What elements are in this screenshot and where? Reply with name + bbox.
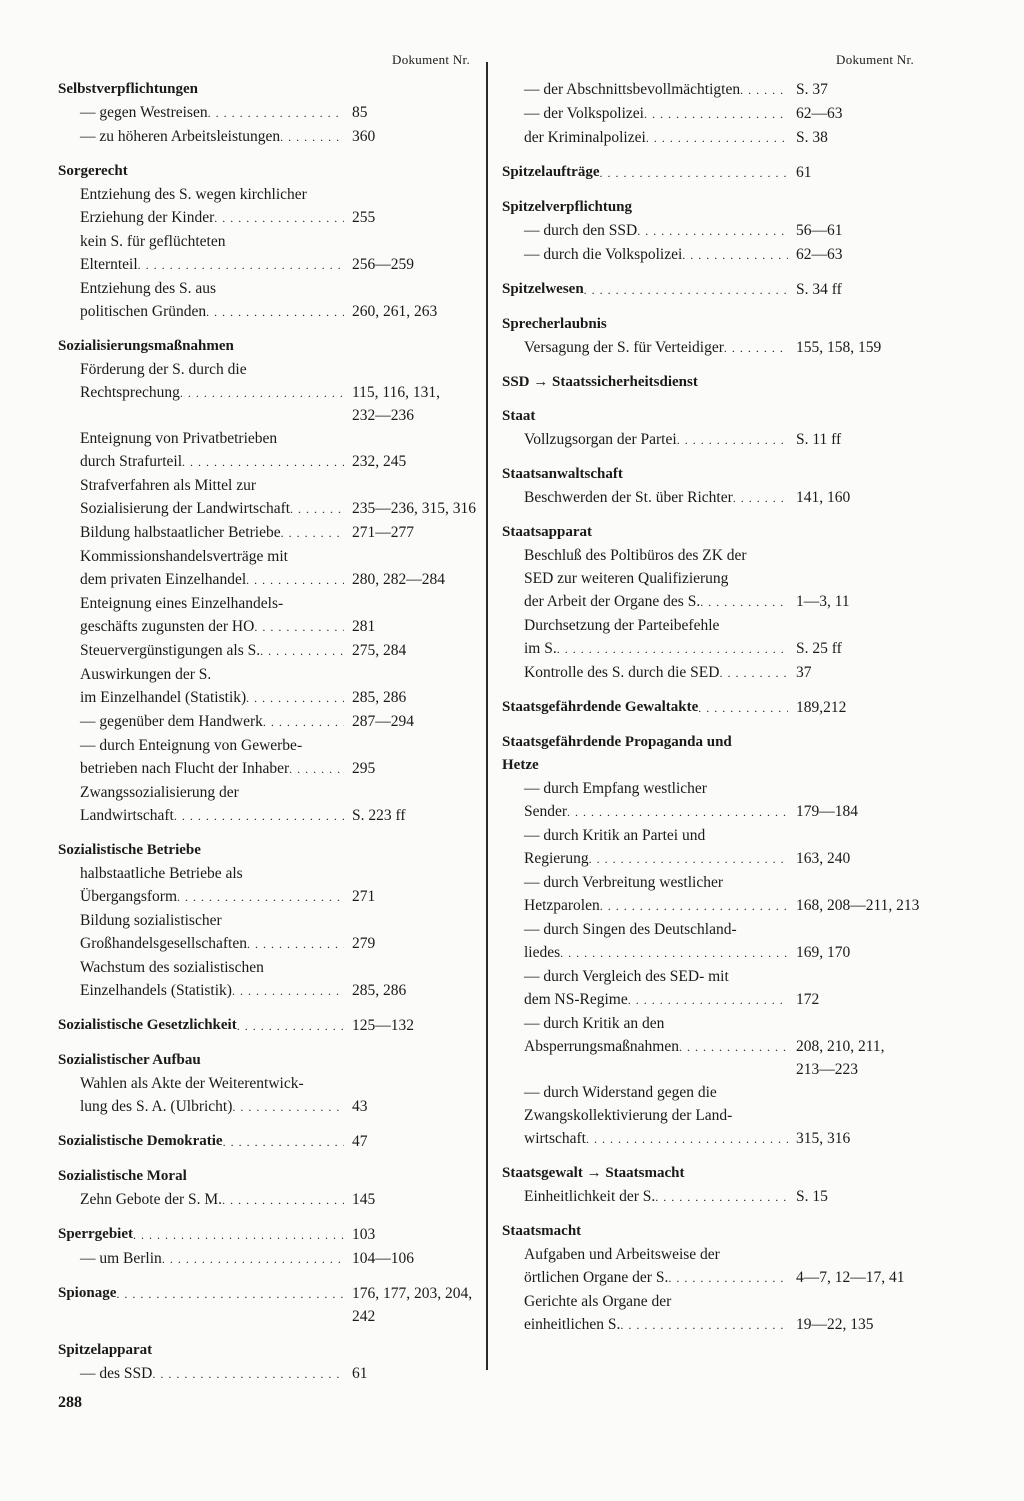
subentry-text: Vollzugsorgan der Partei bbox=[524, 431, 677, 448]
dot-leader bbox=[246, 568, 344, 592]
subentry-lead-line: Enteignung von Privatbetrieben bbox=[80, 430, 278, 447]
dot-leader bbox=[222, 1188, 344, 1212]
subentry-lead-line: Wachstum des sozialistischen bbox=[80, 959, 264, 976]
dot-leader bbox=[232, 979, 344, 1003]
subentry bbox=[502, 941, 914, 965]
entry-heading: Sozialistische Betriebe bbox=[58, 842, 201, 858]
subentry bbox=[502, 243, 914, 267]
page-reference: 145 bbox=[352, 1191, 376, 1208]
dot-leader bbox=[214, 206, 344, 230]
index-entry bbox=[58, 1223, 470, 1271]
dot-leader bbox=[260, 639, 344, 663]
entry-heading bbox=[58, 1130, 470, 1154]
entry-list bbox=[58, 78, 476, 1386]
subentry bbox=[58, 757, 470, 781]
index-entry bbox=[502, 196, 914, 267]
dot-leader bbox=[281, 521, 344, 545]
page-reference: 62—63 bbox=[796, 105, 843, 122]
page-reference: 280, 282—284 bbox=[352, 571, 445, 588]
heading-text: Sperrgebiet bbox=[58, 1226, 133, 1242]
subentry-lead-line: kein S. für geflüchteten bbox=[80, 233, 226, 250]
subentry-text: — des SSD bbox=[80, 1365, 153, 1382]
dot-leader bbox=[223, 1130, 344, 1154]
dot-leader bbox=[677, 428, 788, 452]
page-reference: S. 11 ff bbox=[796, 431, 842, 448]
dot-leader bbox=[289, 757, 344, 781]
entry-heading bbox=[502, 696, 914, 720]
subentry-text: wirtschaft bbox=[524, 1130, 586, 1147]
subentry-text: im S. bbox=[524, 640, 557, 657]
page-reference: 256—259 bbox=[352, 256, 414, 273]
entry-heading: Sozialistischer Aufbau bbox=[58, 1052, 201, 1068]
subentry-text: Kontrolle des S. durch die SED bbox=[524, 664, 720, 681]
page-reference: S. 15 bbox=[796, 1188, 828, 1205]
dot-leader bbox=[719, 661, 788, 685]
column-divider bbox=[486, 62, 488, 1370]
index-entry bbox=[58, 839, 470, 1003]
subentry bbox=[58, 1188, 470, 1212]
dot-leader bbox=[247, 932, 344, 956]
subentry-lead-line: halbstaatliche Betriebe als bbox=[80, 865, 243, 882]
page-reference: 125—132 bbox=[352, 1017, 414, 1034]
subentry-text: Versagung der S. für Verteidiger bbox=[524, 339, 724, 356]
subentry-text: — gegenüber dem Handwerk bbox=[80, 713, 263, 730]
index-entry bbox=[502, 463, 914, 510]
subentry-text: lung des S. A. (Ulbricht) bbox=[80, 1098, 233, 1115]
subentry-text: dem NS-Regime bbox=[524, 991, 628, 1008]
subentry-text: Steuervergünstigungen als S. bbox=[80, 642, 261, 659]
subentry-text: dem privaten Einzelhandel bbox=[80, 571, 247, 588]
index-entry bbox=[58, 1339, 470, 1386]
page-number: 288 bbox=[58, 1394, 82, 1411]
subentry bbox=[58, 979, 470, 1003]
page-reference: 19—22, 135 bbox=[796, 1316, 874, 1333]
subentry-text: Elternteil bbox=[80, 256, 138, 273]
dot-leader bbox=[599, 161, 788, 185]
subentry bbox=[58, 101, 470, 125]
index-entry bbox=[58, 1049, 470, 1119]
subentry-lead-line: Auswirkungen der S. bbox=[80, 666, 212, 683]
subentry-lead-line: Aufgaben und Arbeitsweise der bbox=[524, 1246, 720, 1263]
subentry-lead-line: — durch Kritik an Partei und bbox=[524, 827, 706, 844]
entry-heading-continued: Hetze bbox=[502, 757, 539, 773]
index-entry bbox=[58, 1014, 470, 1038]
subentry-text: Landwirtschaft bbox=[80, 807, 174, 824]
subentry-text: Einheitlichkeit der S. bbox=[524, 1188, 656, 1205]
heading-text: Sozialistische Demokratie bbox=[58, 1133, 223, 1149]
dot-leader bbox=[162, 1247, 344, 1271]
page-reference: S. 223 ff bbox=[352, 807, 406, 824]
subentry-text: Großhandelsgesellschaften bbox=[80, 935, 247, 952]
dot-leader bbox=[152, 1362, 344, 1386]
index-entry bbox=[502, 696, 914, 720]
column-header: Dokument Nr. bbox=[836, 52, 914, 67]
entry-heading: Selbstverpflichtungen bbox=[58, 81, 199, 97]
entry-heading bbox=[58, 1282, 473, 1328]
index-entry bbox=[58, 78, 470, 149]
subentry-lead-line: Wahlen als Akte der Weiterentwick- bbox=[80, 1075, 304, 1092]
subentry-lead-line: Entziehung des S. aus bbox=[80, 280, 217, 297]
dot-leader bbox=[177, 885, 344, 909]
dot-leader bbox=[254, 615, 344, 639]
page-reference: 260, 261, 263 bbox=[352, 303, 438, 320]
page-reference: 287—294 bbox=[352, 713, 414, 730]
dot-leader bbox=[133, 1223, 344, 1247]
dot-leader bbox=[628, 988, 788, 1012]
dot-leader bbox=[567, 800, 788, 824]
page-reference: 189,212 bbox=[796, 699, 847, 716]
subentry-lead-line: Durchsetzung der Parteibefehle bbox=[524, 617, 720, 634]
page-reference: 155, 158, 159 bbox=[796, 339, 882, 356]
page-reference: 4—7, 12—17, 41 bbox=[796, 1269, 905, 1286]
page-reference: 37 bbox=[796, 664, 812, 681]
subentry bbox=[58, 253, 470, 277]
subentry-lead-line: Förderung der S. durch die bbox=[80, 361, 247, 378]
heading-text: Staatsgefährdende Gewaltakte bbox=[502, 699, 699, 715]
heading-text: Sozialistische Gesetzlichkeit bbox=[58, 1017, 237, 1033]
subentry-text: Erziehung der Kinder bbox=[80, 209, 215, 226]
dot-leader bbox=[655, 1185, 788, 1209]
index-entry bbox=[58, 160, 470, 324]
subentry bbox=[502, 126, 914, 150]
subentry-lead-line: Beschluß des Poltibüros des ZK der bbox=[524, 547, 747, 564]
subentry-text: Übergangsform bbox=[80, 888, 177, 905]
page-reference: 168, 208—211, 213 bbox=[796, 897, 920, 914]
entry-heading bbox=[502, 161, 914, 185]
subentry bbox=[58, 932, 470, 956]
page-reference: 255 bbox=[352, 209, 376, 226]
subentry bbox=[58, 450, 470, 474]
entry-heading: Staatsgefährdende Propaganda und bbox=[502, 734, 732, 750]
subentry-text: politischen Gründen bbox=[80, 303, 207, 320]
subentry-text: liedes bbox=[524, 944, 561, 961]
page-reference: S. 25 ff bbox=[796, 640, 842, 657]
subentry-text: durch Strafurteil bbox=[80, 453, 183, 470]
heading-text: Spionage bbox=[58, 1285, 117, 1301]
subentry bbox=[58, 615, 470, 639]
page-reference: 172 bbox=[796, 991, 820, 1008]
page-reference: 232, 245 bbox=[352, 453, 407, 470]
page-reference: 56—61 bbox=[796, 222, 843, 239]
page-reference: 176, 177, 203, 204, 242 bbox=[352, 1285, 473, 1325]
dot-leader bbox=[138, 253, 344, 277]
subentry-text: — durch den SSD bbox=[524, 222, 638, 239]
subentry-lead-line: — durch Verbreitung westlicher bbox=[524, 874, 724, 891]
subentry bbox=[502, 1313, 914, 1337]
entry-heading: Staatsmacht bbox=[502, 1223, 582, 1239]
page-reference: 103 bbox=[352, 1226, 376, 1243]
entry-heading: Sozialisierungsmaßnahmen bbox=[58, 338, 234, 354]
subentry-lead-line: Enteignung eines Einzelhandels- bbox=[80, 595, 284, 612]
subentry bbox=[502, 428, 914, 452]
dot-leader bbox=[698, 696, 788, 720]
subentry-lead-line: Bildung sozialistischer bbox=[80, 912, 222, 929]
page-reference: 271 bbox=[352, 888, 376, 905]
page-reference: S. 34 ff bbox=[796, 281, 842, 298]
subentry-text: Einzelhandels (Statistik) bbox=[80, 982, 232, 999]
page-reference: 43 bbox=[352, 1098, 368, 1115]
page-reference: 61 bbox=[796, 164, 812, 181]
subentry bbox=[58, 686, 470, 710]
page-reference: 208, 210, 211, 213—223 bbox=[796, 1038, 885, 1078]
subentry-lead-line: — durch Kritik an den bbox=[524, 1015, 665, 1032]
index-entry bbox=[502, 161, 914, 185]
dot-leader bbox=[237, 1014, 344, 1038]
page-reference: 1—3, 11 bbox=[796, 593, 850, 610]
subentry-text: Beschwerden der St. über Richter bbox=[524, 489, 733, 506]
subentry bbox=[502, 988, 914, 1012]
dot-leader bbox=[246, 686, 344, 710]
subentry-text: — der Volkspolizei bbox=[524, 105, 644, 122]
subentry-text: betrieben nach Flucht der Inhaber bbox=[80, 760, 290, 777]
dot-leader bbox=[232, 1095, 344, 1119]
page-reference: 115, 116, 131, 232—236 bbox=[352, 384, 440, 424]
subentry-text: — zu höheren Arbeitsleistungen bbox=[80, 128, 281, 145]
entry-heading: SSD → Staatssicherheitsdienst bbox=[502, 374, 698, 390]
subentry bbox=[502, 1266, 914, 1290]
dot-leader bbox=[560, 941, 788, 965]
subentry bbox=[502, 102, 914, 126]
index-entry bbox=[502, 1162, 914, 1209]
page-reference: 279 bbox=[352, 935, 376, 952]
subentry-lead-line: Zwangssozialisierung der bbox=[80, 784, 239, 801]
entry-heading: Sorgerecht bbox=[58, 163, 128, 179]
subentry bbox=[58, 1362, 470, 1386]
subentry-lead-line: — durch Vergleich des SED- mit bbox=[524, 968, 729, 985]
dot-leader bbox=[600, 894, 788, 918]
dot-leader bbox=[724, 336, 788, 360]
heading-text: Spitzelwesen bbox=[502, 281, 584, 297]
dot-leader bbox=[620, 1313, 788, 1337]
entry-heading bbox=[58, 1223, 470, 1247]
page-reference: 285, 286 bbox=[352, 982, 407, 999]
dot-leader bbox=[682, 243, 788, 267]
subentry-lead-line: — durch Empfang westlicher bbox=[524, 780, 707, 797]
entry-heading bbox=[58, 1014, 470, 1038]
subentry bbox=[58, 381, 470, 427]
subentry bbox=[58, 1095, 470, 1119]
subentry bbox=[502, 637, 914, 661]
entry-heading: Staat bbox=[502, 408, 536, 424]
subentry bbox=[58, 885, 470, 909]
index-entry bbox=[58, 1282, 473, 1328]
subentry-text: — der Abschnittsbevollmächtigten bbox=[524, 81, 741, 98]
subentry-lead-line: Strafverfahren als Mittel zur bbox=[80, 477, 257, 494]
page-reference: 61 bbox=[352, 1365, 368, 1382]
subentry-text: der Kriminalpolizei bbox=[524, 129, 646, 146]
dot-leader bbox=[174, 804, 344, 828]
subentry-text: einheitlichen S. bbox=[524, 1316, 621, 1333]
index-entry bbox=[502, 313, 914, 360]
index-entry bbox=[502, 405, 914, 452]
page-reference: 169, 170 bbox=[796, 944, 851, 961]
subentry bbox=[502, 1127, 914, 1151]
column-header: Dokument Nr. bbox=[392, 52, 470, 67]
index-entry bbox=[502, 78, 914, 150]
subentry-lead-line: — durch Singen des Deutschland- bbox=[524, 921, 737, 938]
subentry-text: — durch die Volkspolizei bbox=[524, 246, 683, 263]
index-entry bbox=[502, 371, 914, 394]
subentry-text: Sozialisierung der Landwirtschaft bbox=[80, 500, 291, 517]
dot-leader bbox=[290, 497, 344, 521]
page-reference: 275, 284 bbox=[352, 642, 407, 659]
dot-leader bbox=[116, 1282, 344, 1328]
subentry bbox=[502, 847, 914, 871]
subentry bbox=[58, 804, 470, 828]
subentry bbox=[502, 336, 914, 360]
page-reference: 104—106 bbox=[352, 1250, 414, 1267]
subentry-text: Rechtsprechung bbox=[80, 384, 180, 401]
subentry-lead-line: — durch Widerstand gegen die bbox=[524, 1084, 717, 1101]
page-reference: S. 37 bbox=[796, 81, 828, 98]
index-entry bbox=[58, 1130, 470, 1154]
subentry bbox=[502, 1035, 914, 1081]
subentry bbox=[502, 661, 914, 685]
index-entry bbox=[502, 521, 914, 685]
page-reference: 141, 160 bbox=[796, 489, 851, 506]
entry-list bbox=[502, 78, 920, 1337]
subentry bbox=[58, 300, 470, 324]
subentry-text: Sender bbox=[524, 803, 568, 820]
subentry-lead-line: Kommissionshandelsverträge mit bbox=[80, 548, 288, 565]
dot-leader bbox=[733, 486, 788, 510]
dot-leader bbox=[182, 450, 344, 474]
subentry bbox=[502, 78, 914, 102]
page-reference: 179—184 bbox=[796, 803, 858, 820]
subentry-text: — gegen Westreisen bbox=[80, 104, 208, 121]
dot-leader bbox=[668, 1266, 788, 1290]
subentry bbox=[502, 894, 920, 918]
index-entry bbox=[502, 731, 920, 1151]
index-entry bbox=[502, 278, 914, 302]
page-reference: 85 bbox=[352, 104, 368, 121]
index-column-left bbox=[58, 52, 476, 1397]
page-reference: 281 bbox=[352, 618, 376, 635]
dot-leader bbox=[586, 1127, 788, 1151]
dot-leader bbox=[557, 637, 788, 661]
dot-leader bbox=[740, 78, 788, 102]
entry-heading: Staatsapparat bbox=[502, 524, 593, 540]
page-reference: 360 bbox=[352, 128, 376, 145]
index-entry bbox=[502, 1220, 914, 1337]
index-entry bbox=[58, 335, 476, 828]
dot-leader bbox=[280, 125, 344, 149]
subentry-text: Regierung bbox=[524, 850, 589, 867]
subentry bbox=[502, 219, 914, 243]
subentry-text: Hetzparolen bbox=[524, 897, 600, 914]
page-reference: 235—236, 315, 316 bbox=[352, 500, 476, 517]
entry-heading: Spitzelverpflichtung bbox=[502, 199, 632, 215]
page-reference: 62—63 bbox=[796, 246, 843, 263]
dot-leader bbox=[679, 1035, 788, 1081]
dot-leader bbox=[208, 101, 344, 125]
page-reference: 271—277 bbox=[352, 524, 414, 541]
subentry bbox=[58, 639, 470, 663]
entry-heading: Spitzelapparat bbox=[58, 1342, 153, 1358]
index-entry bbox=[58, 1165, 470, 1212]
subentry bbox=[58, 125, 470, 149]
subentry bbox=[58, 1247, 470, 1271]
subentry bbox=[502, 1185, 914, 1209]
dot-leader bbox=[206, 300, 344, 324]
subentry-text: der Arbeit der Organe des S. bbox=[524, 593, 701, 610]
subentry bbox=[58, 521, 470, 545]
subentry-lead-line: — durch Enteignung von Gewerbe- bbox=[80, 737, 303, 754]
subentry-text: Zehn Gebote der S. M. bbox=[80, 1191, 223, 1208]
subentry-lead-line: SED zur weiteren Qualifizierung bbox=[524, 570, 729, 587]
subentry-text: — um Berlin bbox=[80, 1250, 162, 1267]
page-reference: S. 38 bbox=[796, 129, 828, 146]
dot-leader bbox=[263, 710, 344, 734]
entry-heading: Staatsanwaltschaft bbox=[502, 466, 623, 482]
subentry bbox=[58, 710, 470, 734]
entry-heading: Staatsgewalt → Staatsmacht bbox=[502, 1165, 685, 1181]
entry-heading bbox=[502, 278, 914, 302]
dot-leader bbox=[180, 381, 344, 427]
subentry bbox=[58, 497, 476, 521]
page-reference: 315, 316 bbox=[796, 1130, 851, 1147]
subentry-lead-line: Gerichte als Organe der bbox=[524, 1293, 672, 1310]
subentry-text: geschäfts zugunsten der HO bbox=[80, 618, 255, 635]
subentry-text: im Einzelhandel (Statistik) bbox=[80, 689, 247, 706]
subentry-lead-line: Zwangskollektivierung der Land- bbox=[524, 1107, 733, 1124]
page-reference: 285, 286 bbox=[352, 689, 407, 706]
dot-leader bbox=[644, 102, 788, 126]
page-reference: 163, 240 bbox=[796, 850, 851, 867]
subentry-text: örtlichen Organe der S. bbox=[524, 1269, 669, 1286]
subentry bbox=[58, 568, 470, 592]
dot-leader bbox=[646, 126, 788, 150]
heading-text: Spitzelaufträge bbox=[502, 164, 600, 180]
dot-leader bbox=[700, 590, 788, 614]
subentry bbox=[502, 486, 914, 510]
entry-heading: Sprecherlaubnis bbox=[502, 316, 607, 332]
index-column-right bbox=[502, 52, 920, 1348]
subentry bbox=[502, 590, 914, 614]
subentry-text: Bildung halbstaatlicher Betriebe bbox=[80, 524, 281, 541]
page-reference: 47 bbox=[352, 1133, 368, 1150]
subentry-lead-line: Entziehung des S. wegen kirchlicher bbox=[80, 186, 307, 203]
subentry bbox=[58, 206, 470, 230]
subentry-text: Absperrungsmaßnahmen bbox=[524, 1038, 679, 1055]
entry-heading: Sozialistische Moral bbox=[58, 1168, 187, 1184]
dot-leader bbox=[589, 847, 788, 871]
dot-leader bbox=[637, 219, 788, 243]
dot-leader bbox=[584, 278, 788, 302]
page-reference: 295 bbox=[352, 760, 376, 777]
subentry bbox=[502, 800, 914, 824]
